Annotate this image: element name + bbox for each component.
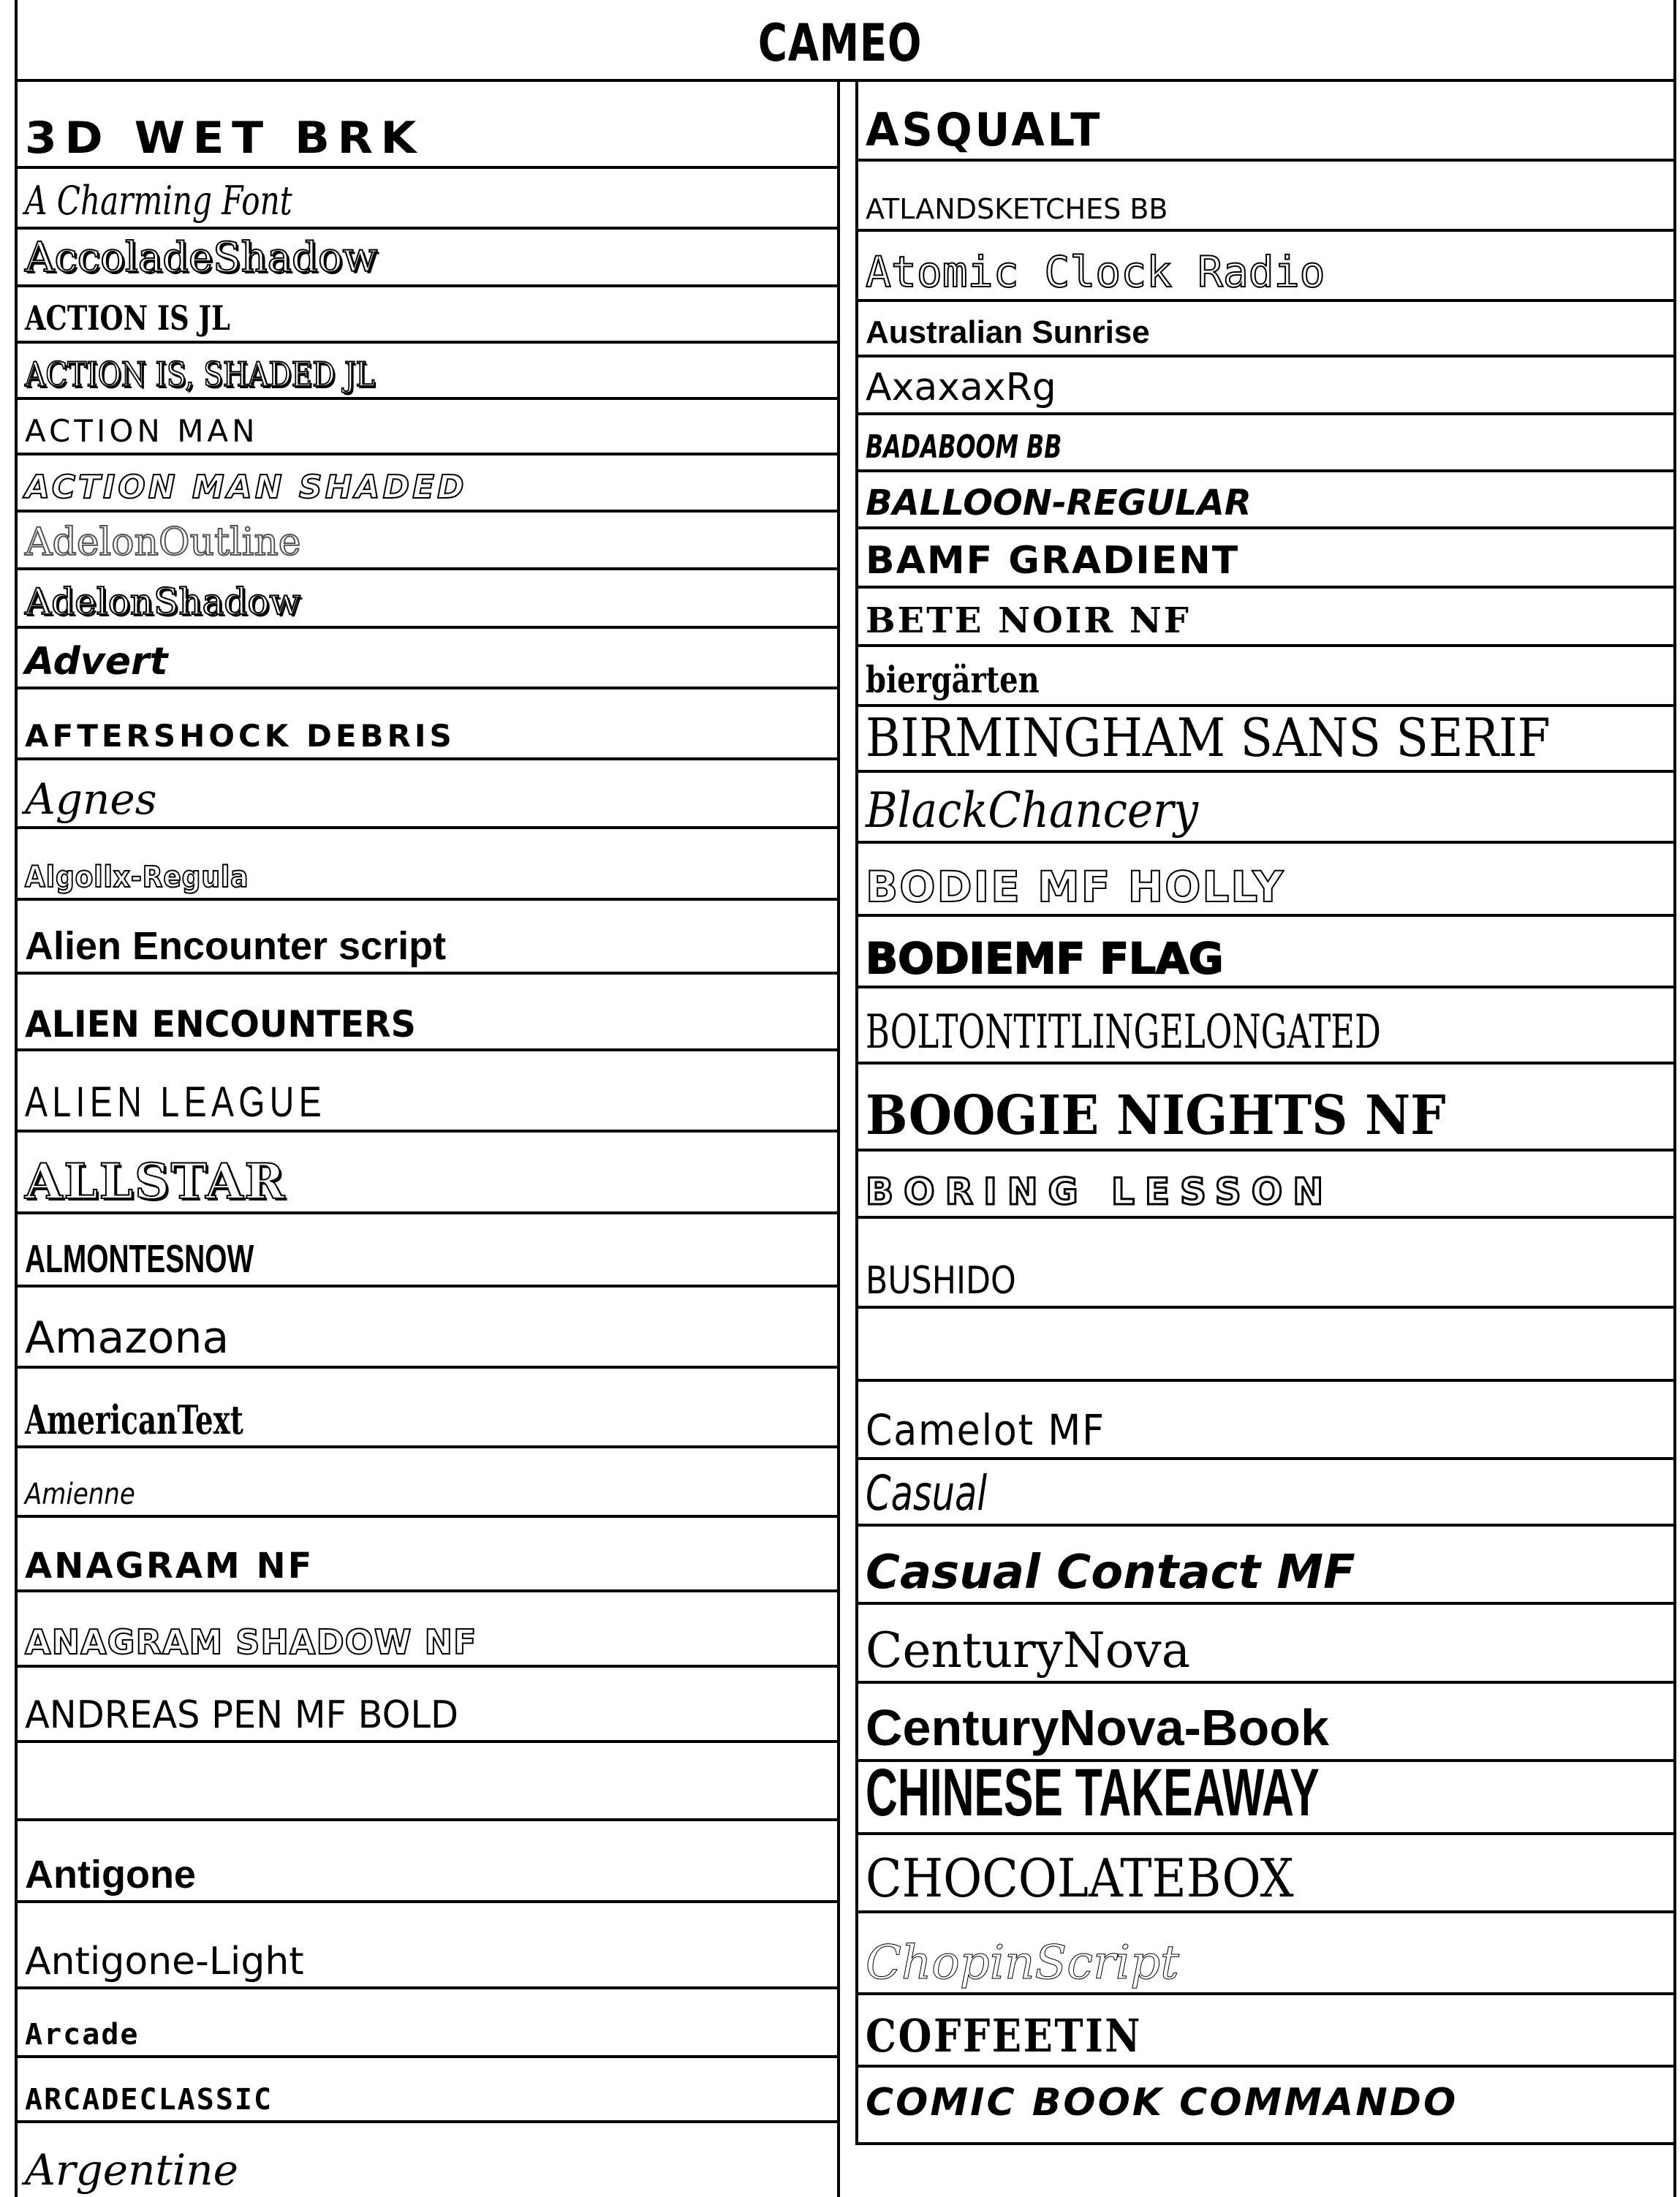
font-sample: ACTION IS, SHADED JL xyxy=(25,355,375,394)
font-sample: AmericanText xyxy=(25,1396,243,1443)
font-sample: ANAGRAM SHADOW NF xyxy=(25,1622,477,1662)
font-row xyxy=(18,901,837,975)
font-row xyxy=(18,2058,837,2123)
font-list-right xyxy=(855,82,1673,2145)
font-sample: BAMF GRADIENT xyxy=(866,539,1240,583)
font-row xyxy=(858,1995,1673,2068)
font-row xyxy=(18,689,837,760)
font-sample: BOOGIE NIGHTS NF xyxy=(866,1084,1446,1147)
font-row xyxy=(858,232,1673,302)
font-row xyxy=(18,975,837,1051)
font-row xyxy=(18,1051,837,1132)
font-row xyxy=(18,169,837,230)
font-sample: AdelonOutline xyxy=(25,521,301,564)
font-row xyxy=(858,1152,1673,1219)
font-row xyxy=(18,1518,837,1592)
font-sample: Casual Contact MF xyxy=(866,1546,1355,1600)
font-sample: Camelot MF xyxy=(866,1405,1105,1455)
font-list-left xyxy=(18,82,840,2197)
font-row xyxy=(858,844,1673,917)
font-row xyxy=(858,472,1673,529)
font-sample: 3D WET BRK xyxy=(25,113,424,164)
font-sample: ARCADECLASSIC xyxy=(25,2083,273,2117)
font-row xyxy=(858,917,1673,988)
font-sample: ChopinScript xyxy=(866,1936,1179,1990)
font-row xyxy=(18,1821,837,1903)
font-row xyxy=(858,162,1673,232)
font-sample: COMIC BOOK COMMANDO xyxy=(866,2081,1458,2125)
font-sample: ATLANDSKETCHES BB xyxy=(866,193,1168,225)
font-row xyxy=(858,707,1673,773)
font-row xyxy=(858,1460,1673,1527)
font-sample: BOLTONTITLINGELONGATED xyxy=(866,1005,1381,1059)
font-sample: BADABOOM BB xyxy=(866,428,1062,466)
font-row xyxy=(18,400,837,455)
font-row xyxy=(18,344,837,400)
font-row xyxy=(18,82,837,169)
font-row xyxy=(18,1214,837,1287)
font-row xyxy=(18,760,837,829)
font-sample: Atomic Clock Radio xyxy=(866,247,1325,297)
font-sample: Algollx-Regula xyxy=(25,861,249,894)
font-row xyxy=(858,1382,1673,1460)
font-sample: COFFEETIN xyxy=(866,2009,1143,2062)
font-row xyxy=(18,230,837,287)
font-row xyxy=(858,415,1673,472)
font-sample: AdelonShadow xyxy=(25,581,301,623)
font-sample: CHINESE TAKEAWAY xyxy=(866,1762,1320,1830)
font-row xyxy=(858,1605,1673,1684)
font-row xyxy=(18,1668,837,1743)
font-row xyxy=(858,1762,1673,1835)
font-row xyxy=(18,287,837,344)
font-row xyxy=(18,1592,837,1668)
font-row xyxy=(858,1913,1673,1995)
font-sample: Amienne xyxy=(25,1478,135,1511)
font-sample: BlackChancery xyxy=(866,782,1199,839)
font-sample: Antigone xyxy=(25,1853,196,1897)
font-row xyxy=(858,529,1673,589)
font-sample: BUSHIDO xyxy=(866,1259,1016,1303)
font-sample: Australian Sunrise xyxy=(866,314,1150,350)
font-row xyxy=(18,1287,837,1369)
font-row xyxy=(18,1989,837,2058)
font-row xyxy=(18,829,837,901)
font-sample: Agnes xyxy=(25,774,157,824)
font-sample: ACTION MAN SHADED xyxy=(25,469,467,506)
font-sample: ASQUALT xyxy=(866,103,1103,156)
font-row xyxy=(18,2123,837,2197)
font-sample: ALIEN ENCOUNTERS xyxy=(25,1003,416,1045)
font-sample: CenturyNova-Book xyxy=(866,1699,1329,1756)
font-sample: Arcade xyxy=(25,2018,140,2052)
font-sample: Alien Encounter script xyxy=(25,924,447,968)
font-row xyxy=(858,647,1673,707)
font-row xyxy=(18,1369,837,1448)
font-row xyxy=(858,1835,1673,1913)
font-row xyxy=(858,1309,1673,1382)
font-sample: Casual xyxy=(866,1465,988,1521)
page-title: CAMEO xyxy=(757,13,923,73)
font-sample: ANAGRAM NF xyxy=(25,1546,314,1587)
font-row xyxy=(18,1743,837,1821)
font-sample: Argentine xyxy=(25,2145,238,2195)
font-row xyxy=(858,302,1673,358)
font-sample: BALLOON-REGULAR xyxy=(866,483,1252,523)
font-row xyxy=(18,570,837,629)
font-row xyxy=(858,773,1673,844)
font-row xyxy=(858,82,1673,162)
font-row xyxy=(18,1132,837,1214)
font-row xyxy=(858,2068,1673,2142)
font-sample: Amazona xyxy=(25,1312,230,1364)
font-sample: ACTION MAN xyxy=(25,413,259,449)
font-sample: Advert xyxy=(25,640,168,684)
font-sample: BETE NOIR NF xyxy=(866,600,1191,641)
font-row xyxy=(18,629,837,689)
font-row xyxy=(18,513,837,570)
font-sample: ALMONTESNOW xyxy=(25,1237,254,1281)
font-sample: ACTION IS JL xyxy=(25,298,230,338)
font-row xyxy=(858,589,1673,647)
font-row xyxy=(858,988,1673,1065)
font-sample: A Charming Font xyxy=(25,178,292,224)
font-sample: BIRMINGHAM SANS SERIF xyxy=(866,707,1551,768)
font-sample: Antigone-Light xyxy=(25,1940,304,1984)
font-sample: CHOCOLATEBOX xyxy=(866,1848,1294,1909)
font-sample: AxaxaxRg xyxy=(866,366,1056,409)
font-sample: AFTERSHOCK DEBRIS xyxy=(25,718,455,754)
font-sample: CenturyNova xyxy=(866,1622,1191,1679)
font-row xyxy=(18,1448,837,1518)
font-row xyxy=(858,1219,1673,1309)
font-row xyxy=(18,1903,837,1989)
font-row xyxy=(858,358,1673,415)
font-sample: biergärten xyxy=(866,658,1040,701)
font-sample: BODIEMF FLAG xyxy=(866,934,1224,983)
font-sample: BODIE MF HOLLY xyxy=(866,862,1285,912)
font-sample: ALIEN LEAGUE xyxy=(25,1078,327,1126)
font-sample: ALLSTAR xyxy=(25,1153,287,1210)
font-sample: AccoladeShadow xyxy=(25,234,378,281)
frame-right-border xyxy=(1673,0,1676,2197)
font-sample: ANDREAS PEN MF BOLD xyxy=(25,1693,459,1737)
font-row xyxy=(858,1527,1673,1605)
font-row xyxy=(858,1684,1673,1762)
font-row xyxy=(858,1065,1673,1152)
font-sample: BORING LESSON xyxy=(866,1171,1334,1213)
font-row xyxy=(18,455,837,513)
